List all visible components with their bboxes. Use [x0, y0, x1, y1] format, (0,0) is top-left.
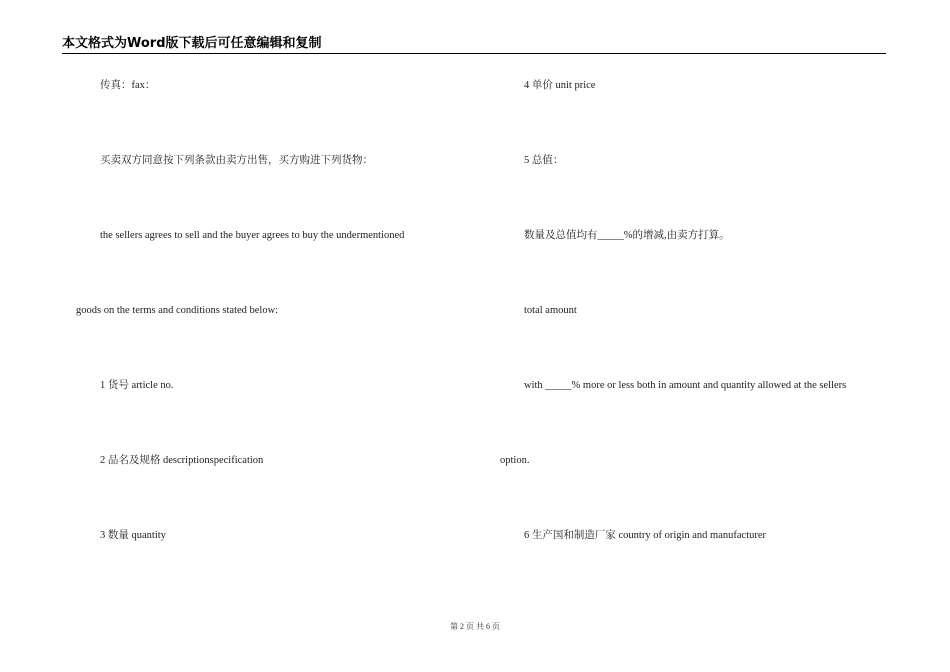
article-no-line: 1 货号 article no.: [100, 380, 174, 391]
quantity-line: 3 数量 quantity: [100, 530, 166, 541]
total-amount-line: total amount: [524, 305, 577, 316]
page-header: [62, 36, 886, 54]
header-title: 本文格式为Word版下载后可任意编辑和复制: [62, 36, 322, 51]
option-line: option.: [500, 455, 530, 466]
description-line: 2 品名及规格 descriptionspecification: [100, 455, 264, 466]
agreement-english-line: the sellers agrees to sell and the buyer agrees to buy the undermentioned: [100, 230, 405, 241]
fax-line: 传真：fax：: [100, 80, 156, 91]
tolerance-english-line: with _____% more or less both in amount and quantity allowed at the sellers: [524, 380, 847, 391]
unit-price-line: 4 单价 unit price: [524, 80, 596, 91]
agreement-chinese-line: 买卖双方同意按下列条款由卖方出售，买方购进下列货物：: [100, 155, 373, 166]
total-value-line: 5 总值：: [524, 155, 564, 166]
quantity-tolerance-chinese-line: 数量及总值均有_____%的增减,由卖方打算。: [524, 230, 730, 241]
agreement-english-continued-line: goods on the terms and conditions stated below:: [76, 305, 279, 316]
country-of-origin-line: 6 生产国和制造厂家 country of origin and manufacturer: [524, 530, 767, 541]
page-footer: 第 2 页 共 6 页: [450, 622, 500, 631]
